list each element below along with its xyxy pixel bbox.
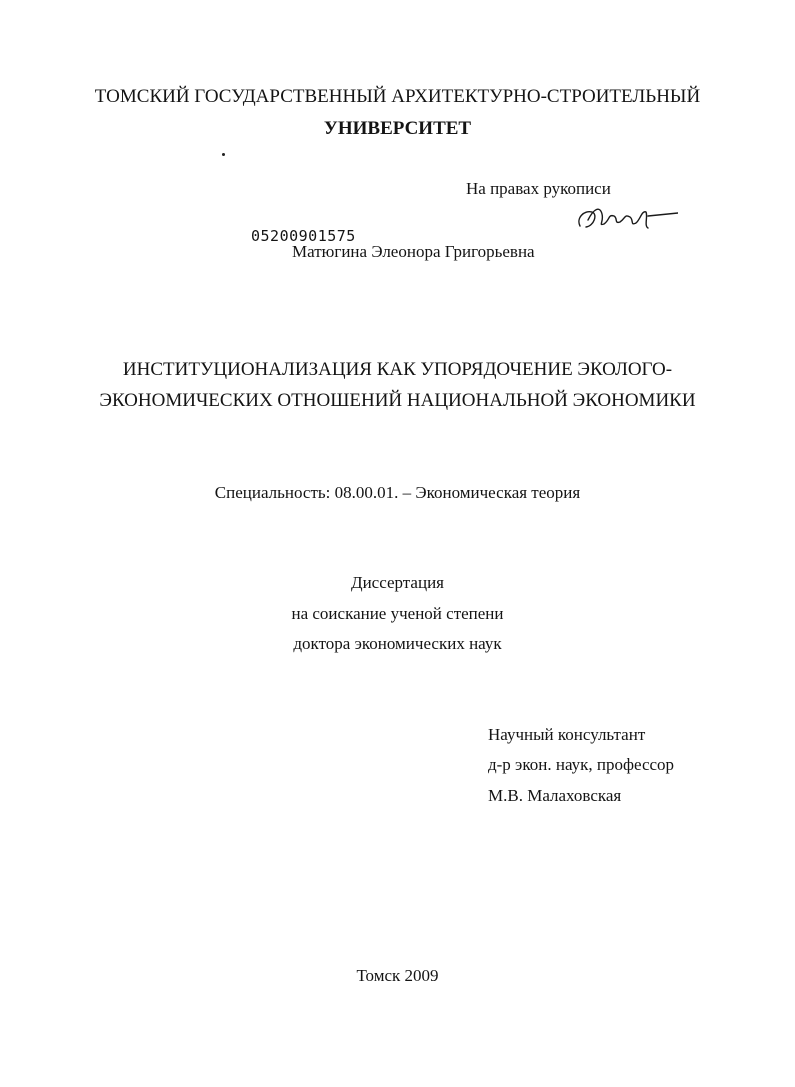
specialty-line: Специальность: 08.00.01. – Экономическая теория [214,483,581,502]
registration-number-stamp: 05200901575 [251,227,356,245]
dissertation-title-line1: ИНСТИТУЦИОНАЛИЗАЦИЯ КАК УПОРЯДОЧЕНИЕ ЭКОЛОГО- [122,359,673,380]
author-name: Матюгина Элеонора Григорьевна [292,242,535,261]
university-name-line2: УНИВЕРСИТЕТ [323,118,472,139]
consultant-role: Научный консультант [488,725,646,744]
degree-name-line: доктора экономических наук [293,634,502,653]
manuscript-rights-label: На правах рукописи [466,179,611,198]
consultant-name: М.В. Малаховская [488,786,622,805]
degree-purpose-line: на соискание ученой степени [291,604,504,623]
dissertation-title-line2: ЭКОНОМИЧЕСКИХ ОТНОШЕНИЙ НАЦИОНАЛЬНОЙ ЭКОНОМИКИ [99,390,696,411]
dissertation-type-label: Диссертация [350,573,444,592]
handwritten-signature [574,200,678,236]
scan-speck [222,153,225,156]
university-name-line1: ТОМСКИЙ ГОСУДАРСТВЕННЫЙ АРХИТЕКТУРНО-СТРОИТЕЛЬНЫЙ [94,86,701,107]
consultant-degree: д-р экон. наук, профессор [488,755,675,774]
city-year: Томск 2009 [356,966,439,985]
